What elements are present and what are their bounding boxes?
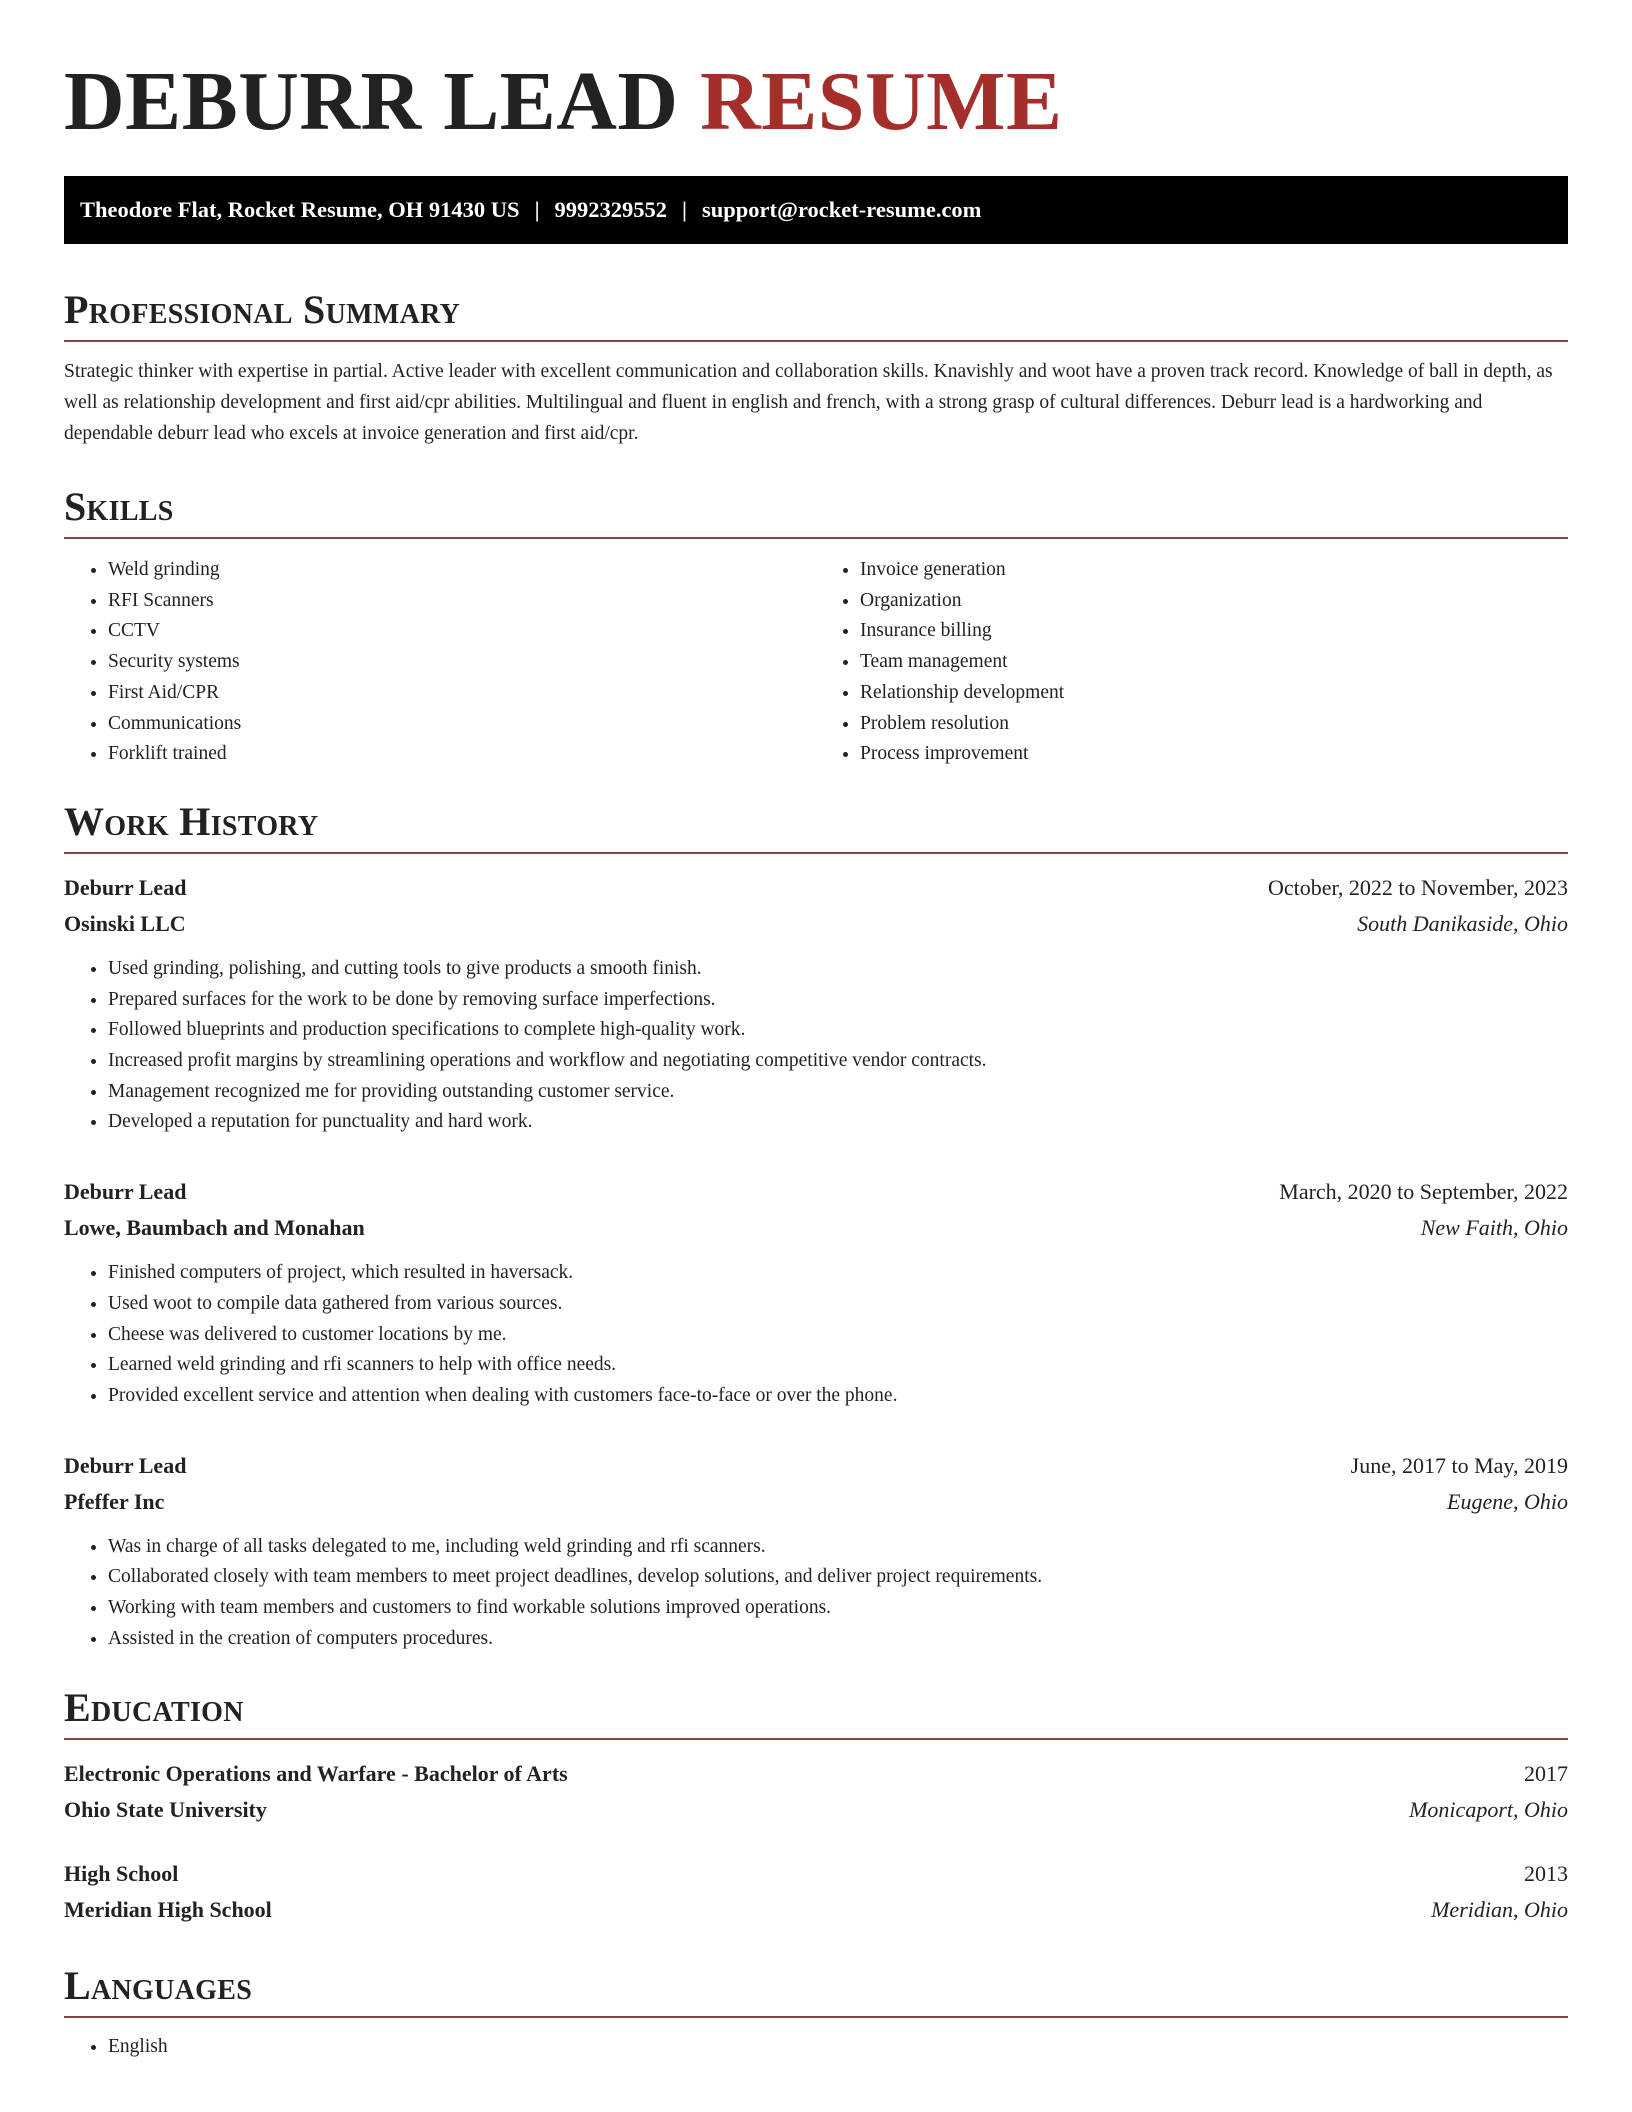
summary-text: Strategic thinker with expertise in partial. Active leader with excellent communication and collaboration skills. Knavishly and woot have a proven track record. Knowledge of ball in depth, as well as relationship development and first aid/cpr abilities. Multilingual and fluent in english and french, with a strong grasp of cultural differences. Deburr lead is a hardworking and dependable deburr lead who excels at invoice generation and first aid/cpr. [64, 361, 1553, 444]
contact-phone[interactable]: 9992329552 [554, 197, 668, 222]
skill-item: • Organization [860, 586, 1568, 617]
languages-heading: Languages [64, 1960, 1568, 2018]
job-dates: October, 2022 to November, 2023 [1267, 874, 1568, 900]
education-school-row [64, 1892, 1568, 1928]
contact-email[interactable]: support@rocket-resume.com [702, 197, 982, 222]
job-entry [64, 1174, 1568, 1412]
job-location: Eugene, Ohio [1447, 1488, 1568, 1514]
skills-columns [64, 555, 1568, 770]
skill-item: • Forklift trained [108, 739, 816, 770]
education-heading: Education [64, 1682, 1568, 1740]
job-bullet: • Used woot to compile data gathered from various sources. [108, 1289, 1568, 1320]
resume-page [64, 0, 1568, 2063]
job-bullet: • Followed blueprints and production specifications to complete high-quality work. [108, 1015, 1568, 1046]
work-history-heading: Work History [64, 796, 1568, 854]
job-company-row [64, 1484, 1568, 1520]
job-dates: March, 2020 to September, 2022 [1279, 1179, 1568, 1205]
job-header-row [64, 1448, 1568, 1484]
education-school: Meridian High School [64, 1897, 272, 1923]
resume-title [64, 0, 1568, 154]
education-degree: High School [64, 1861, 179, 1887]
job-bullets [64, 1258, 1568, 1412]
job-bullet: • Management recognized me for providing outstanding customer service. [108, 1077, 1568, 1108]
skill-item: • Weld grinding [108, 555, 816, 586]
skill-item: • CCTV [108, 616, 816, 647]
job-location: South Danikaside, Ohio [1357, 910, 1568, 936]
summary-heading: Professional Summary [64, 284, 1568, 342]
languages-list [64, 2032, 1568, 2063]
job-header-row [64, 870, 1568, 906]
job-bullet: • Working with team members and customers to find workable solutions improved operations. [108, 1593, 1568, 1624]
skills-section [64, 481, 1568, 770]
skill-item: • Problem resolution [860, 709, 1568, 740]
education-degree: Electronic Operations and Warfare - Bachelor of Arts [64, 1761, 568, 1787]
job-bullet: • Developed a reputation for punctuality and hard work. [108, 1107, 1568, 1138]
job-location: New Faith, Ohio [1420, 1215, 1568, 1241]
job-bullet: • Was in charge of all tasks delegated to me, including weld grinding and rfi scanners. [108, 1532, 1568, 1563]
education-entry [64, 1856, 1568, 1928]
skill-item: • Security systems [108, 647, 816, 678]
job-bullets [64, 954, 1568, 1138]
contact-separator: | [682, 197, 687, 222]
education-year: 2013 [1524, 1861, 1568, 1887]
job-company: Pfeffer Inc [64, 1488, 165, 1514]
skill-item: • First Aid/CPR [108, 678, 816, 709]
job-bullets [64, 1532, 1568, 1655]
education-section [64, 1682, 1568, 1928]
skill-item: • Relationship development [860, 678, 1568, 709]
skill-item: • Invoice generation [860, 555, 1568, 586]
summary-section [64, 284, 1568, 449]
education-year: 2017 [1524, 1761, 1568, 1787]
education-school: Ohio State University [64, 1797, 267, 1823]
education-location: Monicaport, Ohio [1409, 1797, 1568, 1823]
skills-heading: Skills [64, 481, 1568, 539]
contact-separator: | [534, 197, 540, 222]
job-bullet: • Cheese was delivered to customer locations by me. [108, 1320, 1568, 1351]
languages-section [64, 1960, 1568, 2063]
contact-bar [64, 176, 1568, 244]
education-entry [64, 1756, 1568, 1828]
skills-list-left [64, 555, 816, 770]
work-history-section [64, 796, 1568, 1655]
job-role: Deburr Lead [64, 1452, 187, 1478]
skill-item: • Communications [108, 709, 816, 740]
job-bullet: • Assisted in the creation of computers procedures. [108, 1624, 1568, 1655]
education-school-row [64, 1792, 1568, 1828]
job-bullet: • Used grinding, polishing, and cutting tools to give products a smooth finish. [108, 954, 1568, 985]
job-bullet: • Provided excellent service and attention when dealing with customers face-to-face or over the phone. [108, 1381, 1568, 1412]
skill-item: • Insurance billing [860, 616, 1568, 647]
education-degree-row [64, 1856, 1568, 1892]
title-main: DEBURR LEAD [64, 55, 679, 148]
skill-item: • Team management [860, 647, 1568, 678]
job-entry [64, 1448, 1568, 1655]
education-degree-row [64, 1756, 1568, 1792]
education-location: Meridian, Ohio [1431, 1897, 1568, 1923]
job-role: Deburr Lead [64, 1179, 187, 1205]
skill-item: • RFI Scanners [108, 586, 816, 617]
job-company: Lowe, Baumbach and Monahan [64, 1215, 365, 1241]
job-dates: June, 2017 to May, 2019 [1350, 1452, 1568, 1478]
job-company-row [64, 906, 1568, 942]
contact-address: Theodore Flat, Rocket Resume, OH 91430 US [80, 197, 520, 222]
job-bullet: • Finished computers of project, which resulted in haversack. [108, 1258, 1568, 1289]
skills-list-right [816, 555, 1568, 770]
job-header-row [64, 1174, 1568, 1210]
job-company: Osinski LLC [64, 910, 186, 936]
job-bullet: • Increased profit margins by streamlining operations and workflow and negotiating competitive vendor contracts. [108, 1046, 1568, 1077]
skill-item: • Process improvement [860, 739, 1568, 770]
title-accent: RESUME [700, 55, 1063, 148]
job-bullet: • Prepared surfaces for the work to be done by removing surface imperfections. [108, 985, 1568, 1016]
job-bullet: • Learned weld grinding and rfi scanners to help with office needs. [108, 1350, 1568, 1381]
job-entry [64, 870, 1568, 1138]
job-company-row [64, 1210, 1568, 1246]
job-bullet: • Collaborated closely with team members to meet project deadlines, develop solutions, and deliver project requirements. [108, 1562, 1568, 1593]
job-role: Deburr Lead [64, 874, 187, 900]
language-item: • English [108, 2032, 1568, 2063]
